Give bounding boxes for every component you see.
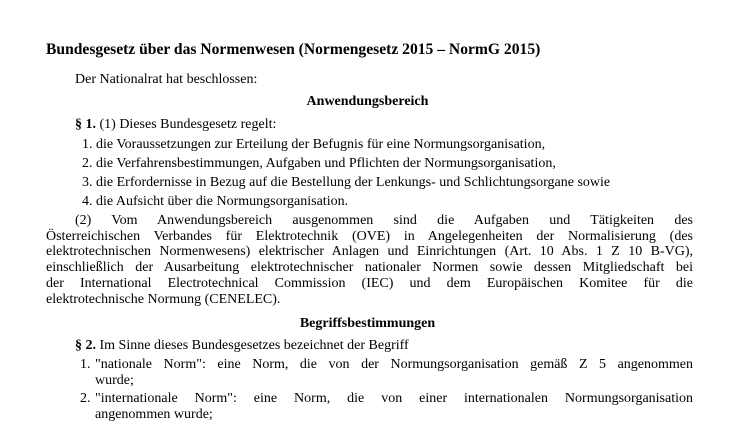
text-line: elektrotechnische Normung (CENELEC). — [46, 291, 281, 307]
paragraph-2-marker: § 2. — [75, 338, 96, 353]
paragraph-1-text: (1) Dieses Bundesgesetz regelt: — [96, 117, 277, 132]
section-heading-scope: Anwendungsbereich — [306, 94, 429, 109]
section-heading-definitions: Begriffsbestimmungen — [299, 316, 436, 331]
enactment-clause: Der Nationalrat hat beschlossen: — [75, 72, 258, 87]
text-line: der International Electrotechnical Commission (IEC) und dem Europäischen Komitee für die — [46, 275, 693, 291]
list-item-number: 2. — [82, 156, 93, 171]
list-item-number: 4. — [82, 194, 93, 209]
list-item-number: 1. — [80, 357, 91, 372]
paragraph-2-lead — [75, 338, 409, 354]
text-line: Österreichischen Verbandes für Elektrotechnik (OVE) in Angelegenheiten der Normalisierung (des — [46, 228, 693, 244]
list-item-text: die Voraussetzungen zur Erteilung der Befugnis für eine Normungsorganisation, — [96, 137, 546, 152]
list-item-text: die Verfahrensbestimmungen, Aufgaben und Pflichten der Normungsorganisation, — [96, 156, 556, 171]
list-item — [80, 357, 693, 388]
list-item-text: die Erfordernisse in Bezug auf die Bestellung der Lenkungs- und Schlichtungsorgane sowie — [96, 175, 611, 190]
text-line: einschließlich der Ausarbeitung elektrotechnischer nationaler Normen sowie dessen Mitgliedschaft bei — [46, 260, 693, 276]
text-line: "nationale Norm": eine Norm, die von der Normungsorganisation gemäß Z 5 angenommen — [95, 357, 693, 372]
list-item-number: 1. — [82, 137, 93, 152]
list-item-text: die Aufsicht über die Normungsorganisation. — [96, 194, 349, 209]
text-line: "internationale Norm": eine Norm, die von einer internationalen Normungsorganisation — [95, 391, 693, 406]
paragraph-2-text: Im Sinne dieses Bundesgesetzes bezeichnet der Begriff — [96, 338, 409, 353]
paragraph-1-lead — [75, 117, 276, 133]
text-line: wurde; — [95, 372, 134, 388]
list-item-number: 3. — [82, 175, 93, 190]
list-item — [80, 391, 693, 422]
text-line: elektrotechnischen Normenwesens) elektrischer Anlagen und Einrichtungen (Art. 10 Abs. 1 Z 10 B-VG), — [46, 244, 693, 260]
document-title: Bundesgesetz über das Normenwesen (Normengesetz 2015 – NormG 2015) — [46, 41, 541, 58]
paragraph-1-marker: § 1. — [75, 117, 96, 132]
text-line: (2) Vom Anwendungsbereich ausgenommen sind die Aufgaben und Tätigkeiten des — [75, 213, 693, 228]
paragraph-1-subsection-2 — [46, 213, 693, 307]
list-item-number: 2. — [80, 391, 91, 406]
text-line: angenommen wurde; — [95, 406, 213, 422]
